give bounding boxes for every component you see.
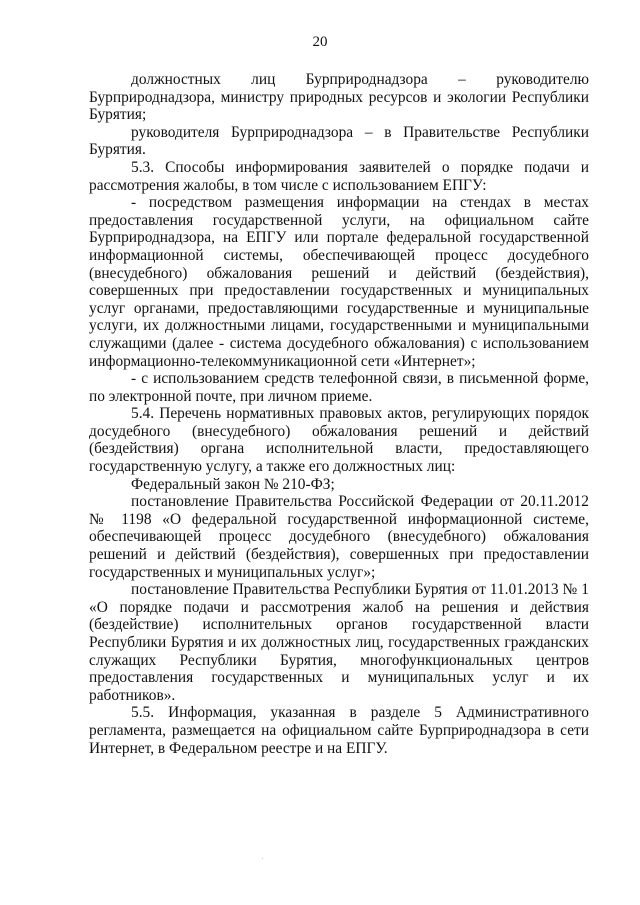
scan-speck — [262, 858, 263, 859]
paragraph-officials-appeal: должностных лиц Бурприроднадзора – руководителю Бурприроднадзора, министру природных ресурсов и экологии Республики Бурятия; — [89, 71, 589, 124]
page-number: 20 — [312, 34, 328, 50]
paragraph-5-5: 5.5. Информация, указанная в разделе 5 Административного регламента, размещается на официальном сайте Бурприроднадзора в сети Интернет, в Федеральном реестре и на ЕПГУ. — [89, 704, 589, 757]
paragraph-5-4-heading: 5.4. Перечень нормативных правовых актов, регулирующих порядок досудебного (внесудебного) обжалования решений и действий (бездействия) органа исполнительной власти, предоставляющего государственную услугу, а также его должностных лиц: — [89, 405, 589, 476]
paragraph-stands-info: - посредством размещения информации на стендах в местах предоставления государственной услуги, на официальном сайте Бурприроднадзора, на ЕПГУ или портале федеральной государственной информационной системы, обеспечивающей процесс досудебного (внесудебного) обжалования решений и действий (бездействия), совершенных при предоставлении государственных и муниципальных услуг органами, предоставляющими государственные и муниципальные услуги, их должностными лицами, государственными и муниципальными служащими (далее - система досудебного обжалования) с использованием информационно-телекоммуникационной сети «Интернет»; — [89, 194, 589, 370]
paragraph-5-3-heading: 5.3. Способы информирования заявителей о порядке подачи и рассмотрения жалобы, в том числе с использованием ЕПГУ: — [89, 158, 589, 194]
paragraph-head-appeal: руководителя Бурприроднадзора – в Правительстве Республики Бурятия. — [89, 123, 589, 159]
paragraph-phone-info: - с использованием средств телефонной связи, в письменной форме, по электронной почте, при личном приеме. — [89, 370, 589, 405]
document-body — [89, 71, 589, 757]
paragraph-rf-decree: постановление Правительства Российской Федерации от 20.11.2012 № 1198 «О федеральной государственной информационной системе, обеспечивающей процесс досудебного (внесудебного) обжалования решений и действий (бездействия), совершенных при предоставлении государственных и муниципальных услуг»; — [89, 493, 589, 581]
paragraph-federal-law: Федеральный закон № 210-ФЗ; — [131, 475, 335, 493]
paragraph-buryatia-decree: постановление Правительства Республики Бурятия от 11.01.2013 № 1 «О порядке подачи и рассмотрения жалоб на решения и действия (бездействие) исполнительных органов государственной власти Республики Бурятия и их должностных лиц, государственных гражданских служащих Республики Бурятия, многофункциональных центров предоставления государственных и муниципальных услуг и их работников». — [89, 581, 589, 704]
